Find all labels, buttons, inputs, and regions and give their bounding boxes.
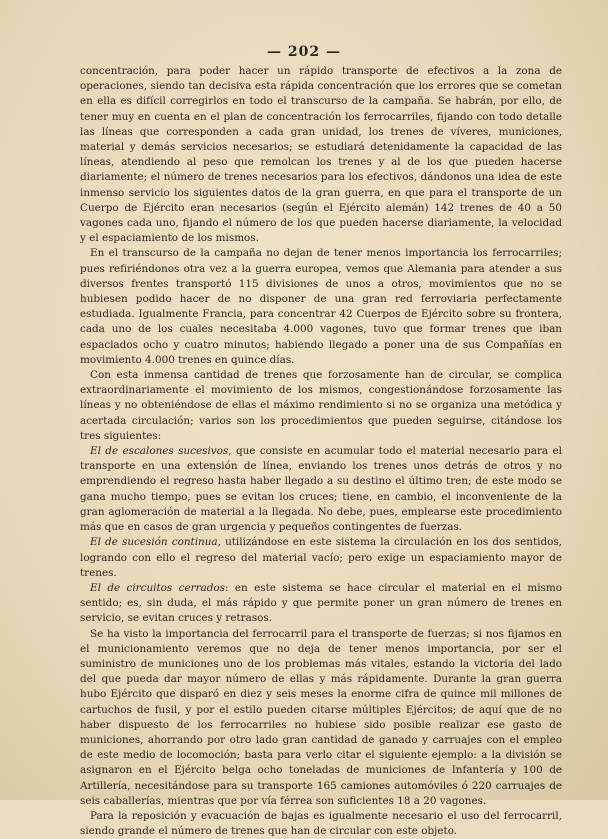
paragraph-circulacion: Con esta inmensa cantidad de trenes que forzosamente han de circular, se complica extraordinariamente el movimiento de los mismos, congestionándose forzosamente las líneas y no obteniéndose de ellas el máximo rendimiento si no se organiza una metódica y acertada circulación; varios son los procedimientos que pueden seguirse, citándose los tres siguientes: <box>80 369 562 442</box>
paragraph-circuitos-rest: : en este sistema se hace circular el material en el mismo sentido; es, sin duda, el más rápido y que permite poner un gran número de trenes en servicio, se evitan cruces y retrasos. <box>80 581 562 625</box>
italic-lead-escalones: El de escalones sucesivos <box>90 445 229 458</box>
paragraph-escalones-rest: , que consiste en acumular todo el material necesario para el transporte en una extensión de línea, enviando los trenes unos detrás de otros y no emprendiendo el regreso hasta haber llegado a su destino el último tren; de este modo se gana mucho tiempo, pues se evitan los cruces; tiene, en cambio, el inconveniente de la gran aglomeración de material a la llegada. No debe, pues, emplearse este procedimiento más que en casos de gran urgencia y pequeños contingentes de fuerzas. <box>80 445 562 534</box>
paragraph-reposicion-bajas: Para la reposición y evacuación de bajas es igualmente necesario el uso del ferrocarril, siendo grande el número de trenes que han de circular con este objeto. <box>80 809 562 838</box>
italic-lead-sucesion: El de sucesión continua <box>90 536 218 549</box>
italic-lead-circuitos: El de circuitos cerrados <box>90 581 225 594</box>
paragraph-sucesion-rest: , utilizándose en este sistema la circulación en los dos sentidos, logrando con ello el regreso del material vacío; pero exige un espaciamiento mayor de trenes. <box>80 536 562 579</box>
paragraph-sucesion-continua <box>80 535 562 581</box>
paragraph-circuitos-cerrados <box>80 581 562 627</box>
page-number: — 202 — <box>267 44 341 60</box>
paragraph-concentracion: concentración, para poder hacer un rápido transporte de efectivos a la zona de operaciones, siendo tan decisiva esta rápida concentración que los errores que se cometan en ella es difícil corregirlos en todo el transcurso de la campaña. Se habrán, por ello, de tener muy en cuenta en el plan de concentración los ferrocarriles, fijando con todo detalle las líneas que corresponden a cada gran unidad, los trenes de víveres, municiones, material y demás servicios necesarios; se estudiará detenidamente la capacidad de las líneas, atendiendo al peso que remolcan los trenes y al de los que pueden hacerse diariamente; el número de trenes necesarios para los efectivos, dándonos una idea de este inmenso servicio los siguientes datos de la gran guerra, en que para el transporte de un Cuerpo de Ejército eran necesarios (según el Ejército alemán) 142 trenes de 40 a 50 vagones cada uno, fijando el número de los que pueden hacerse diariamente, la velocidad y el espaciamiento de los mismos. <box>80 65 562 245</box>
paragraph-municionamiento: Se ha visto la importancia del ferrocarril para el transporte de fuerzas; si nos fijamos en el municionamiento veremos que no deja de tener menos importancia, por ser el suministro de municiones uno de los problemas más vitales, estando la victoria del lado del que pueda dar mayor número de ellas y más rápidamente. Durante la gran guerra hubo Ejército que disparó en diez y seis meses la enorme cifra de quince mil millones de cartuchos de fusil, y por el estilo pueden citarse múltiples Ejércitos; de aquí que de no haber dispuesto de los ferrocarriles no hubiese sido posible realizar ese gasto de municiones, ahorrando por otro lado gran cantidad de ganado y carruajes con el empleo de este medio de locomoción; basta para verlo citar el siguiente ejemplo: a la división se asignaron en el Ejército belga ocho toneladas de municiones de Infantería y 100 de Artillería, necesitándose para su transporte 165 camiones automóviles ó 220 carruajes de seis caballerías, mientras que por vía férrea son suficientes 18 a 20 vagones. <box>80 627 562 807</box>
page-body <box>80 64 562 839</box>
paragraph-escalones-sucesivos <box>80 444 562 535</box>
paragraph-transcurso-campana: En el transcurso de la campaña no dejan de tener menos importancia los ferrocarriles; pues refiriéndonos otra vez a la guerra europea, vemos que Alemania para atender a sus diversos frentes transportó 115 divisiones de unos a otros, movimientos que no se hubiesen podido hacer de no disponer de una gran red ferroviaria perfectamente estudiada. Igualmente Francia, para concentrar 42 Cuerpos de Ejército sobre su frontera, cada uno de los cuales necesitaba 4.000 vagones, tuvo que formar trenes que iban espaciados ocho y cuatro minutos; habiendo llegado a poner una de sus Compañías en movimiento 4.000 trenes en quince días. <box>80 247 562 366</box>
